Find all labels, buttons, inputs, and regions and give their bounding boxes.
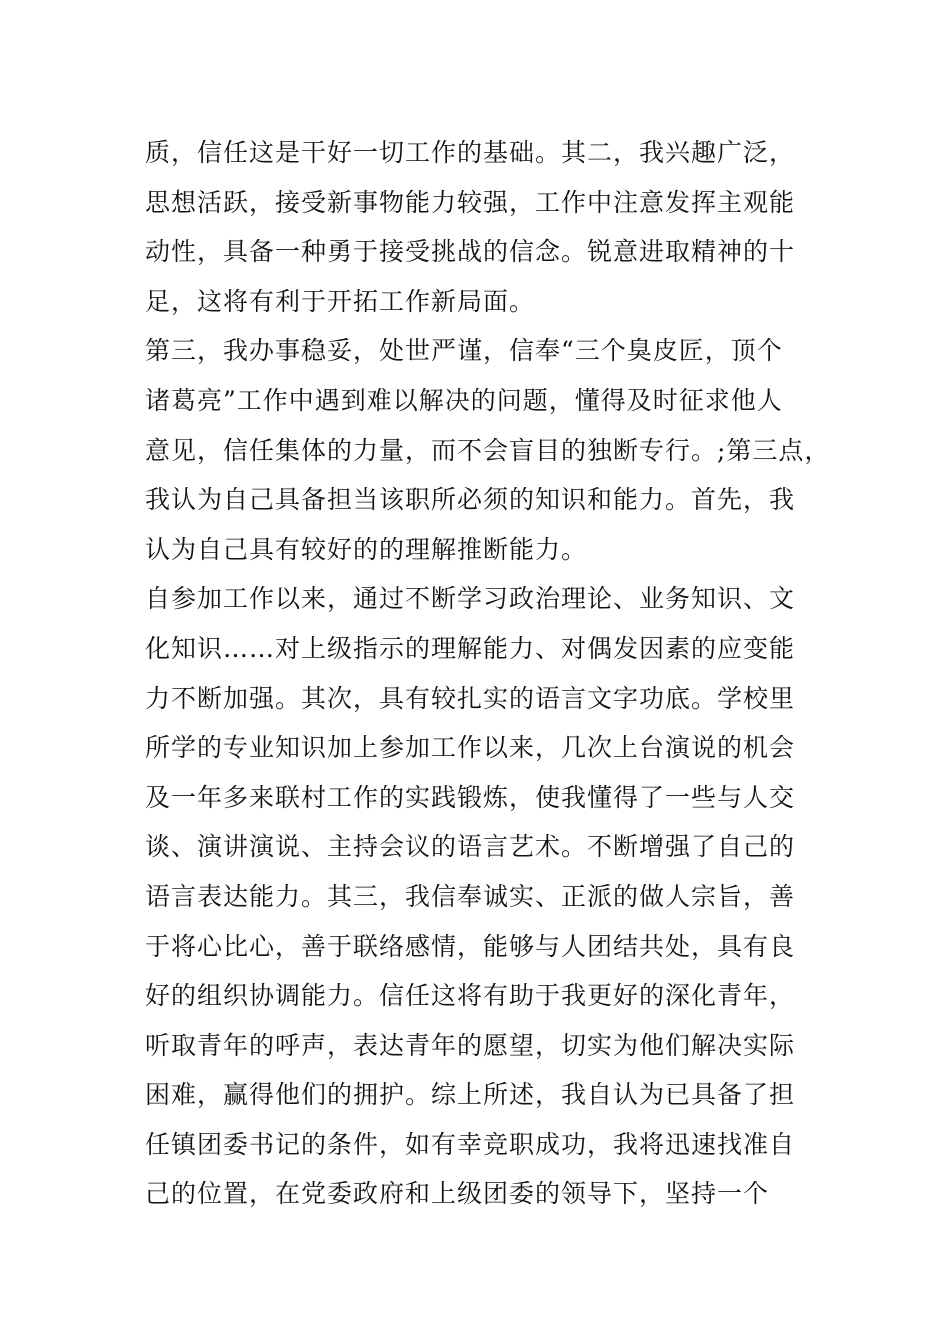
- text-line: 任镇团委书记的条件，如有幸竞职成功，我将迅速找准自: [145, 1129, 796, 1159]
- text-line: 力不断加强。其次，具有较扎实的语言文字功底。学校里: [145, 683, 796, 713]
- text-line: 听取青年的呼声，表达青年的愿望，切实为他们解决实际: [145, 1030, 796, 1060]
- text-line: 足，这将有利于开拓工作新局面。: [145, 286, 536, 316]
- text-line: 所学的专业知识加上参加工作以来，几次上台演说的机会: [145, 733, 796, 763]
- text-line: 及一年多来联村工作的实践锻炼，使我懂得了一些与人交: [145, 782, 796, 812]
- text-line: 谈、演讲演说、主持会议的语言艺术。不断增强了自己的: [145, 832, 796, 862]
- text-line: 思想活跃，接受新事物能力较强，工作中注意发挥主观能: [145, 187, 796, 217]
- text-line: 自参加工作以来，通过不断学习政治理论、业务知识、文: [145, 584, 796, 614]
- text-line: 困难，赢得他们的拥护。综上所述，我自认为已具备了担: [145, 1080, 796, 1110]
- text-line: 质，信任这是干好一切工作的基础。其二，我兴趣广泛，: [145, 138, 796, 167]
- document-body: [145, 128, 835, 1219]
- text-line: 语言表达能力。其三，我信奉诚实、正派的做人宗旨，善: [145, 881, 796, 911]
- text-line: 于将心比心，善于联络感情，能够与人团结共处，具有良: [145, 931, 796, 961]
- text-line: 认为自己具有较好的的理解推断能力。: [145, 534, 588, 564]
- text-line: 己的位置，在党委政府和上级团委的领导下，坚持一个: [145, 1179, 770, 1209]
- text-line: 我认为自己具备担当该职所必须的知识和能力。首先，我: [145, 485, 796, 515]
- text-line: 第三，我办事稳妥，处世严谨，信奉“三个臭皮匠，顶个: [145, 336, 783, 366]
- text-line: 意见，信任集体的力量，而不会盲目的独断专行。;第三点，: [145, 435, 831, 465]
- text-line: 好的组织协调能力。信任这将有助于我更好的深化青年，: [145, 981, 796, 1011]
- text-line: 化知识……对上级指示的理解能力、对偶发因素的应变能: [145, 633, 796, 663]
- text-line: 动性，具备一种勇于接受挑战的信念。锐意进取精神的十: [145, 237, 796, 267]
- text-line: 诸葛亮”工作中遇到难以解决的问题，懂得及时征求他人: [145, 385, 783, 415]
